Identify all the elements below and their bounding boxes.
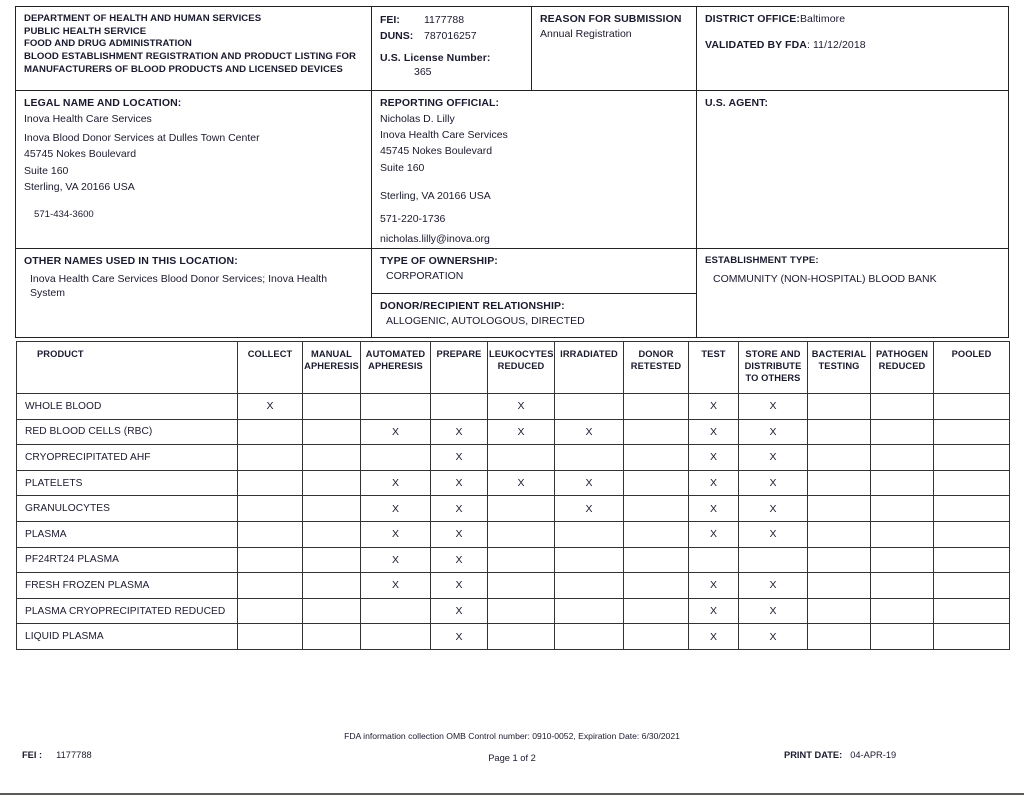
license-value: 365 (414, 66, 432, 79)
legal-line-3: Suite 160 (24, 164, 69, 177)
cell-test (689, 470, 739, 496)
cell-pathogen_reduced (871, 470, 934, 496)
cell-leukocytes_reduced (488, 521, 555, 547)
check-mark: X (455, 579, 463, 592)
identification-block (15, 6, 1009, 338)
check-mark: X (455, 451, 463, 464)
check-mark: X (455, 553, 463, 566)
donor-recipient-cell (372, 293, 696, 337)
check-mark: X (585, 425, 593, 438)
footer-row (0, 750, 1024, 770)
cell-prepare (431, 419, 488, 445)
check-mark: X (391, 528, 399, 541)
table-row (17, 394, 1010, 420)
col-header-leukocytes-reduced (488, 342, 555, 394)
col-header-prepare (431, 342, 488, 394)
cell-donor_retested (624, 573, 689, 599)
establishment-value: COMMUNITY (NON-HOSPITAL) BLOOD BANK (713, 272, 937, 285)
col-header-leukocytes-reduced-line-1: LEUKOCYTES (489, 349, 554, 359)
check-mark: X (517, 400, 525, 413)
product-name-cell: PLATELETS (17, 470, 238, 496)
col-header-donor-retested-line-1: DONOR (638, 349, 674, 359)
cell-store_distribute (739, 470, 808, 496)
col-header-product-line-1: PRODUCT (37, 349, 84, 359)
col-header-pathogen-reduced-line-1: PATHOGEN (875, 349, 929, 359)
cell-leukocytes_reduced (488, 547, 555, 573)
reporting-official-street: 45745 Nokes Boulevard (380, 145, 493, 158)
cell-store_distribute (739, 547, 808, 573)
cell-prepare (431, 445, 488, 471)
col-header-store-distribute-line-1: STORE AND (745, 349, 801, 359)
legal-phone: 571-434-3600 (34, 209, 94, 220)
reporting-official-label: REPORTING OFFICIAL: (380, 97, 500, 109)
col-header-test (689, 342, 739, 394)
cell-pathogen_reduced (871, 445, 934, 471)
cell-prepare (431, 624, 488, 650)
cell-manual_apheresis (303, 573, 361, 599)
cell-pooled (934, 573, 1010, 599)
col-header-automated-apheresis-line-2: APHERESIS (368, 360, 423, 371)
cell-test (689, 394, 739, 420)
legal-line-2: 45745 Nokes Boulevard (24, 148, 137, 161)
col-header-automated-apheresis (361, 342, 431, 394)
cell-pooled (934, 394, 1010, 420)
cell-pathogen_reduced (871, 624, 934, 650)
cell-automated_apheresis (361, 470, 431, 496)
check-mark: X (455, 605, 463, 618)
product-table-body (17, 394, 1010, 650)
col-header-product (17, 342, 238, 394)
identifiers-cell (371, 7, 531, 90)
cell-collect (238, 521, 303, 547)
col-header-leukocytes-reduced-line-2: REDUCED (497, 360, 545, 371)
cell-manual_apheresis (303, 624, 361, 650)
check-mark: X (709, 400, 717, 413)
cell-prepare (431, 394, 488, 420)
cell-pooled (934, 496, 1010, 522)
reason-cell (531, 7, 696, 90)
reporting-official-cell (371, 91, 696, 248)
check-mark: X (517, 425, 525, 438)
cell-manual_apheresis (303, 496, 361, 522)
cell-test (689, 573, 739, 599)
check-mark: X (585, 502, 593, 515)
col-header-manual-apheresis-line-2: APHERESIS (304, 360, 359, 371)
table-row (17, 624, 1010, 650)
cell-store_distribute (739, 445, 808, 471)
cell-irradiated (555, 573, 624, 599)
check-mark: X (391, 477, 399, 490)
header-row-1 (16, 7, 1008, 90)
cell-collect (238, 624, 303, 650)
cell-store_distribute (739, 624, 808, 650)
table-row (17, 445, 1010, 471)
cell-manual_apheresis (303, 547, 361, 573)
check-mark: X (769, 528, 777, 541)
district-office-label: DISTRICT OFFICE: (705, 13, 800, 25)
cell-prepare (431, 547, 488, 573)
cell-bacterial_testing (808, 547, 871, 573)
donor-recipient-value: ALLOGENIC, AUTOLOGOUS, DIRECTED (386, 314, 585, 327)
check-mark: X (769, 477, 777, 490)
cell-leukocytes_reduced (488, 624, 555, 650)
col-header-store-distribute (739, 342, 808, 394)
cell-automated_apheresis (361, 394, 431, 420)
check-mark: X (455, 528, 463, 541)
check-mark: X (709, 502, 717, 515)
cell-bacterial_testing (808, 624, 871, 650)
col-header-pathogen-reduced (871, 342, 934, 394)
cell-irradiated (555, 445, 624, 471)
cell-pooled (934, 624, 1010, 650)
license-label: U.S. License Number: (380, 51, 491, 64)
product-name-cell: RED BLOOD CELLS (RBC) (17, 419, 238, 445)
cell-pooled (934, 419, 1010, 445)
cell-automated_apheresis (361, 496, 431, 522)
duns-label: DUNS: (380, 29, 414, 42)
cell-automated_apheresis (361, 573, 431, 599)
fei-value: 1177788 (424, 14, 465, 26)
legal-label: LEGAL NAME AND LOCATION: (24, 97, 182, 109)
cell-pooled (934, 470, 1010, 496)
duns-value: 787016257 (424, 29, 477, 42)
col-header-store-distribute-line-3: TO OTHERS (745, 372, 801, 383)
cell-collect (238, 573, 303, 599)
reporting-official-email: nicholas.lilly@inova.org (380, 233, 490, 246)
cell-irradiated (555, 598, 624, 624)
cell-automated_apheresis (361, 598, 431, 624)
agency-line-3: FOOD AND DRUG ADMINISTRATION (24, 38, 192, 50)
validated-value: : 11/12/2018 (806, 38, 866, 51)
cell-pathogen_reduced (871, 521, 934, 547)
col-header-manual-apheresis-line-1: MANUAL (311, 349, 352, 359)
omb-notice: FDA information collection OMB Control number: 0910-0052, Expiration Date: 6/30/2021 (344, 731, 680, 741)
col-header-prepare-line-1: PREPARE (436, 349, 482, 359)
cell-pooled (934, 547, 1010, 573)
cell-collect (238, 394, 303, 420)
check-mark: X (455, 630, 463, 643)
check-mark: X (709, 579, 717, 592)
cell-test (689, 624, 739, 650)
cell-prepare (431, 521, 488, 547)
check-mark: X (769, 630, 777, 643)
cell-store_distribute (739, 394, 808, 420)
us-agent-label: U.S. AGENT: (705, 97, 769, 109)
reason-label: REASON FOR SUBMISSION (540, 13, 682, 25)
cell-test (689, 547, 739, 573)
cell-manual_apheresis (303, 598, 361, 624)
footer-print-label: PRINT DATE: (784, 750, 843, 760)
col-header-pathogen-reduced-line-2: REDUCED (878, 360, 926, 371)
check-mark: X (769, 502, 777, 515)
col-header-collect-line-1: COLLECT (247, 349, 293, 359)
table-row (17, 470, 1010, 496)
check-mark: X (709, 605, 717, 618)
check-mark: X (391, 502, 399, 515)
cell-bacterial_testing (808, 419, 871, 445)
cell-collect (238, 445, 303, 471)
cell-leukocytes_reduced (488, 573, 555, 599)
cell-manual_apheresis (303, 521, 361, 547)
cell-donor_retested (624, 419, 689, 445)
check-mark: X (709, 528, 717, 541)
cell-prepare (431, 470, 488, 496)
cell-manual_apheresis (303, 470, 361, 496)
fei-row (380, 13, 523, 29)
cell-collect (238, 470, 303, 496)
check-mark: X (391, 553, 399, 566)
col-header-test-line-1: TEST (701, 349, 726, 359)
table-row (17, 547, 1010, 573)
product-name-cell: GRANULOCYTES (17, 496, 238, 522)
cell-irradiated (555, 470, 624, 496)
ownership-group-cell (371, 249, 696, 337)
check-mark: X (769, 425, 777, 438)
product-name-cell: PF24RT24 PLASMA (17, 547, 238, 573)
validated-label: VALIDATED BY FDA (705, 38, 807, 51)
cell-leukocytes_reduced (488, 598, 555, 624)
cell-irradiated (555, 496, 624, 522)
check-mark: X (769, 579, 777, 592)
cell-irradiated (555, 521, 624, 547)
cell-test (689, 521, 739, 547)
legal-line-4: Sterling, VA 20166 USA (24, 180, 135, 193)
table-row (17, 598, 1010, 624)
cell-bacterial_testing (808, 521, 871, 547)
us-agent-cell (696, 91, 1007, 248)
cell-pathogen_reduced (871, 547, 934, 573)
cell-store_distribute (739, 419, 808, 445)
header-row-2 (16, 90, 1008, 248)
product-name-cell: WHOLE BLOOD (17, 394, 238, 420)
check-mark: X (709, 425, 717, 438)
footer-fei-label: FEI : (22, 750, 43, 760)
col-header-automated-apheresis-line-1: AUTOMATED (365, 349, 426, 359)
ownership-cell (372, 249, 696, 293)
cell-store_distribute (739, 496, 808, 522)
col-header-store-distribute-line-2: DISTRIBUTE (744, 360, 802, 371)
cell-donor_retested (624, 547, 689, 573)
reporting-official-name: Nicholas D. Lilly (380, 112, 455, 125)
cell-pathogen_reduced (871, 598, 934, 624)
establishment-type-cell (696, 249, 1007, 337)
footer-fei-value: 1177788 (56, 750, 92, 760)
check-mark: X (455, 502, 463, 515)
cell-manual_apheresis (303, 445, 361, 471)
cell-donor_retested (624, 394, 689, 420)
agency-line-2: PUBLIC HEALTH SERVICE (24, 25, 147, 37)
cell-automated_apheresis (361, 547, 431, 573)
cell-donor_retested (624, 598, 689, 624)
ownership-value: CORPORATION (386, 269, 464, 282)
establishment-label: ESTABLISHMENT TYPE: (705, 255, 819, 266)
agency-line-4: BLOOD ESTABLISHMENT REGISTRATION AND PRODUCT LISTING FOR (24, 50, 356, 62)
col-header-irradiated-line-1: IRRADIATED (560, 349, 618, 359)
product-name-cell: LIQUID PLASMA (17, 624, 238, 650)
donor-recipient-label: DONOR/RECIPIENT RELATIONSHIP: (380, 300, 565, 312)
reporting-official-citystate: Sterling, VA 20166 USA (380, 189, 491, 202)
footer-print-date (784, 750, 896, 760)
cell-store_distribute (739, 598, 808, 624)
cell-leukocytes_reduced (488, 419, 555, 445)
table-row (17, 419, 1010, 445)
cell-collect (238, 496, 303, 522)
product-listing-table (16, 341, 1010, 650)
cell-donor_retested (624, 521, 689, 547)
cell-bacterial_testing (808, 496, 871, 522)
fei-label: FEI: (380, 14, 400, 26)
cell-automated_apheresis (361, 419, 431, 445)
cell-donor_retested (624, 624, 689, 650)
cell-irradiated (555, 394, 624, 420)
col-header-donor-retested-line-2: RETESTED (630, 360, 682, 371)
check-mark: X (769, 400, 777, 413)
cell-pooled (934, 521, 1010, 547)
check-mark: X (455, 477, 463, 490)
check-mark: X (769, 605, 777, 618)
cell-test (689, 598, 739, 624)
col-header-pooled (934, 342, 1010, 394)
header-row-3 (16, 248, 1008, 337)
reporting-official-org: Inova Health Care Services (380, 129, 508, 142)
legal-line-1: Inova Blood Donor Services at Dulles Town Center (24, 132, 260, 145)
cell-donor_retested (624, 496, 689, 522)
cell-pathogen_reduced (871, 419, 934, 445)
cell-pathogen_reduced (871, 496, 934, 522)
cell-pooled (934, 598, 1010, 624)
other-names-cell (16, 249, 371, 337)
cell-prepare (431, 573, 488, 599)
cell-test (689, 445, 739, 471)
district-cell (696, 7, 1007, 90)
reporting-official-phone: 571-220-1736 (380, 213, 446, 226)
cell-collect (238, 547, 303, 573)
col-header-bacterial-testing-line-1: BACTERIAL (811, 349, 867, 359)
table-row (17, 521, 1010, 547)
cell-collect (238, 419, 303, 445)
check-mark: X (709, 451, 717, 464)
legal-name: Inova Health Care Services (24, 112, 152, 125)
check-mark: X (455, 425, 463, 438)
product-name-cell: PLASMA (17, 521, 238, 547)
cell-prepare (431, 496, 488, 522)
legal-name-cell (16, 91, 371, 248)
cell-leukocytes_reduced (488, 470, 555, 496)
page-bottom-rule (0, 793, 1024, 795)
col-header-collect (238, 342, 303, 394)
check-mark: X (585, 477, 593, 490)
col-header-pooled-line-1: POOLED (951, 349, 992, 359)
cell-automated_apheresis (361, 624, 431, 650)
other-names-label: OTHER NAMES USED IN THIS LOCATION: (24, 255, 238, 267)
cell-bacterial_testing (808, 470, 871, 496)
col-header-manual-apheresis (303, 342, 361, 394)
col-header-bacterial-testing-line-2: TESTING (818, 360, 860, 371)
check-mark: X (266, 400, 274, 413)
cell-bacterial_testing (808, 598, 871, 624)
cell-test (689, 496, 739, 522)
cell-irradiated (555, 547, 624, 573)
check-mark: X (391, 425, 399, 438)
cell-automated_apheresis (361, 445, 431, 471)
check-mark: X (769, 451, 777, 464)
cell-donor_retested (624, 445, 689, 471)
product-table-head (17, 342, 1010, 394)
other-names-value: Inova Health Care Services Blood Donor Services; Inova Health System (30, 272, 328, 300)
cell-leukocytes_reduced (488, 496, 555, 522)
col-header-irradiated (555, 342, 624, 394)
cell-pathogen_reduced (871, 394, 934, 420)
col-header-bacterial-testing (808, 342, 871, 394)
cell-test (689, 419, 739, 445)
check-mark: X (709, 477, 717, 490)
cell-store_distribute (739, 573, 808, 599)
cell-manual_apheresis (303, 394, 361, 420)
product-name-cell: FRESH FROZEN PLASMA (17, 573, 238, 599)
cell-manual_apheresis (303, 419, 361, 445)
product-name-cell: CRYOPRECIPITATED AHF (17, 445, 238, 471)
product-table-header-row (17, 342, 1010, 394)
agency-line-5: MANUFACTURERS OF BLOOD PRODUCTS AND LICENSED DEVICES (24, 63, 343, 75)
agency-cell (16, 7, 371, 90)
footer-page-number: Page 1 of 2 (488, 753, 536, 763)
ownership-label: TYPE OF OWNERSHIP: (380, 255, 498, 267)
district-office-row (705, 13, 999, 27)
check-mark: X (391, 579, 399, 592)
cell-prepare (431, 598, 488, 624)
agency-line-1: DEPARTMENT OF HEALTH AND HUMAN SERVICES (24, 13, 262, 24)
cell-donor_retested (624, 470, 689, 496)
reason-value: Annual Registration (540, 27, 632, 40)
validated-row (705, 39, 999, 53)
footer-print-value: 04-APR-19 (850, 750, 897, 760)
reporting-official-suite: Suite 160 (380, 161, 425, 174)
cell-pathogen_reduced (871, 573, 934, 599)
check-mark: X (517, 477, 525, 490)
cell-store_distribute (739, 521, 808, 547)
district-office-value: Baltimore (799, 13, 846, 25)
cell-leukocytes_reduced (488, 394, 555, 420)
cell-bacterial_testing (808, 573, 871, 599)
cell-leukocytes_reduced (488, 445, 555, 471)
duns-row (380, 29, 523, 45)
table-row (17, 573, 1010, 599)
cell-irradiated (555, 419, 624, 445)
cell-bacterial_testing (808, 394, 871, 420)
table-row (17, 496, 1010, 522)
cell-collect (238, 598, 303, 624)
cell-bacterial_testing (808, 445, 871, 471)
cell-pooled (934, 445, 1010, 471)
check-mark: X (709, 630, 717, 643)
col-header-donor-retested (624, 342, 689, 394)
cell-irradiated (555, 624, 624, 650)
product-name-cell: PLASMA CRYOPRECIPITATED REDUCED (17, 598, 238, 624)
cell-automated_apheresis (361, 521, 431, 547)
